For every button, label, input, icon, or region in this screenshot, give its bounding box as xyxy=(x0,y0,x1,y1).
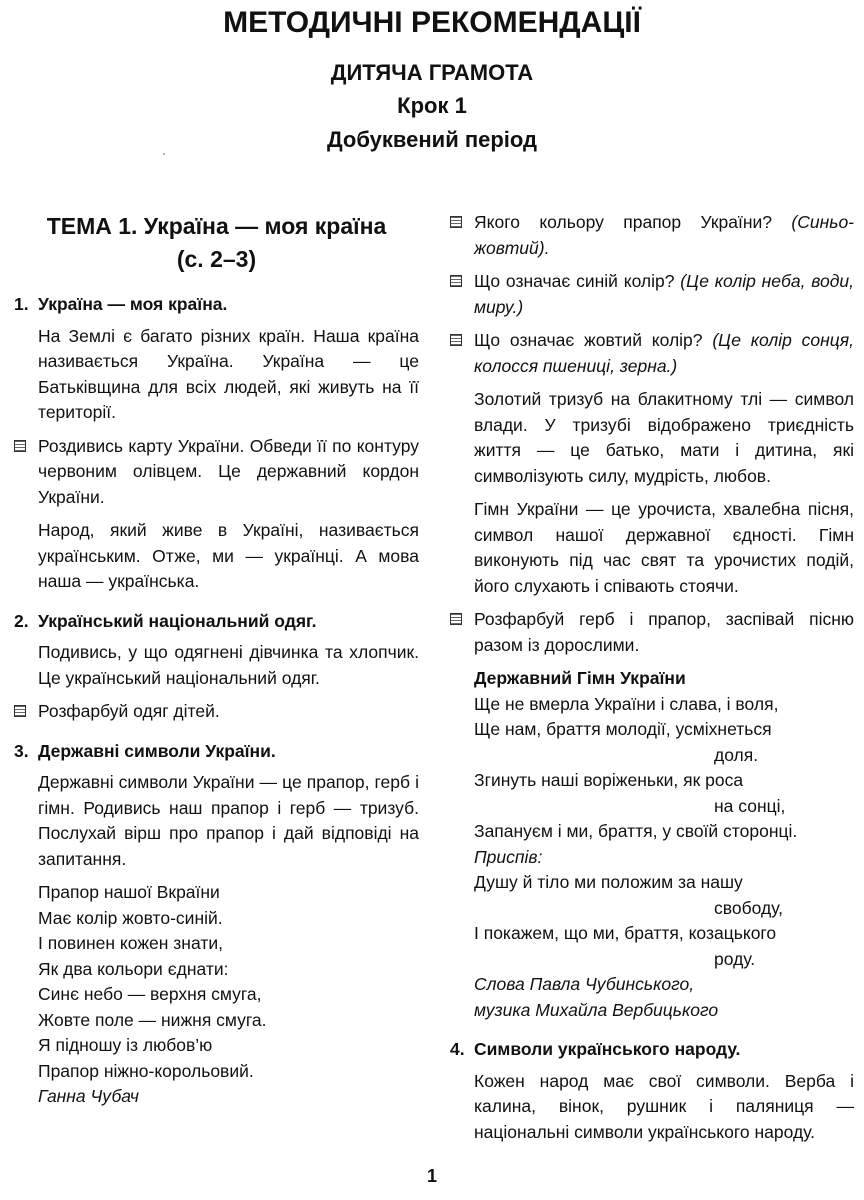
paragraph: Державні символи України — це прапор, герб і гімн. Родивись наш прапор і герб — тризуб. Послухай вірш про прапор і дай відповіді на запитання. xyxy=(38,772,419,869)
anthem-line: Ще нам, браття молодії, усміхнеться xyxy=(474,719,772,739)
anthem-lyrics xyxy=(474,692,854,1024)
section-number: 4. xyxy=(450,1039,465,1059)
paragraph: Золотий тризуб на блакитному тлі — символ влади. У тризубі відображено триєдність життя — це батько, мати і дитина, які символізують силу, мудрість, любов. xyxy=(474,389,854,486)
question: Що означає синій колір? xyxy=(474,271,675,291)
paragraph: Народ, який живе в Україні, називається українським. Отже, ми — українці. А мова наша — українська. xyxy=(38,520,419,591)
topic-pages: (с. 2–3) xyxy=(176,246,257,272)
section-number: 2. xyxy=(14,610,29,631)
task-marker-icon xyxy=(450,328,474,379)
task-item xyxy=(450,607,854,658)
question-item xyxy=(450,210,854,261)
left-column xyxy=(14,210,419,1110)
task-text: Розфарбуй герб і прапор, заспівай пісню разом із дорослими. xyxy=(474,609,854,655)
poem-line: Прапор ніжно-корольовий. xyxy=(38,1060,254,1081)
right-column xyxy=(450,210,854,1153)
section-heading-3 xyxy=(14,739,419,765)
answer: (Це колір сонця, колосся пшениці, зерна.) xyxy=(474,330,854,376)
section-number: 1. xyxy=(14,294,29,314)
poem-line: Прапор нашої Вкраїни xyxy=(38,882,220,902)
poem-line: Жовте поле — нижня смуга. xyxy=(38,1009,267,1030)
paragraph: Гімн України — це урочиста, хвалебна пісня, символ нашої державної єдності. Гімн виконують під час свят та урочистих подій, його слухають і співають стоячи. xyxy=(474,499,854,596)
poem-line: Має колір жовто-синій. xyxy=(38,907,223,928)
task-text: Роздивись карту України. Обведи її по контуру червоним олівцем. Це державний кордон України. xyxy=(38,435,419,507)
question-item xyxy=(450,328,854,379)
anthem-line: свободу, xyxy=(714,897,784,918)
poem-line: Синє небо — верхня смуга, xyxy=(38,984,262,1004)
section-heading-2 xyxy=(14,609,419,635)
question-text xyxy=(474,328,854,379)
section-title-text: Символи українського народу. xyxy=(474,1039,741,1059)
poem-author: Ганна Чубач xyxy=(38,1086,139,1106)
section-heading-1 xyxy=(14,292,419,318)
question: Що означає жовтий колір? xyxy=(474,330,703,350)
task-item xyxy=(14,699,419,725)
topic-heading xyxy=(14,210,419,276)
question: Якого кольору прапор України? xyxy=(474,212,773,232)
poem xyxy=(38,880,419,1110)
paragraph: Подивись, у що одягнені дівчинка та хлопчик. Це український національний одяг. xyxy=(38,642,419,688)
question-text xyxy=(474,210,854,261)
anthem-title: Державний Гімн України xyxy=(474,668,686,688)
section-heading-4 xyxy=(450,1037,854,1063)
paragraph: Кожен народ має свої символи. Верба і калина, вінок, рушник і паляниця — національні символи українського народу. xyxy=(474,1070,854,1142)
poem-line: І повинен кожен знати, xyxy=(38,933,223,953)
task-marker-icon xyxy=(14,434,38,511)
anthem-line: на сонці, xyxy=(714,795,786,816)
section-title-text: Український національний одяг. xyxy=(38,610,317,631)
anthem-line: Запануєм і ми, браття, у своїй сторонці. xyxy=(474,821,798,841)
question-text xyxy=(474,269,854,320)
answer: (Синьо-жовтий). xyxy=(474,212,854,258)
anthem-line: Ще не вмерла України і слава, і воля, xyxy=(474,693,779,714)
anthem-credit: музика Михайла Вербицького xyxy=(474,999,719,1020)
task-text: Розфарбуй одяг дітей. xyxy=(38,701,220,721)
anthem-line: Душу й тіло ми положим за нашу xyxy=(474,872,743,892)
step-title: Крок 1 xyxy=(397,93,467,118)
scan-speck xyxy=(163,153,165,155)
question-item xyxy=(450,269,854,320)
paragraph: На Землі є багато різних країн. Наша країна називається Україна. Україна — це Батьківщина для всіх людей, які живуть на її території. xyxy=(38,325,419,422)
section-title-text: Державні символи України. xyxy=(38,740,276,761)
anthem-credit: Слова Павла Чубинського, xyxy=(474,974,695,994)
section-title: ДИТЯЧА ГРАМОТА xyxy=(330,60,534,85)
poem-line: Я підношу із любов’ю xyxy=(38,1035,213,1055)
page-number: 1 xyxy=(426,1166,437,1186)
page-title: МЕТОДИЧНІ РЕКОМЕНДАЦІЇ xyxy=(223,6,641,39)
anthem-line: роду. xyxy=(714,948,756,969)
task-item xyxy=(14,434,419,511)
period-title: Добуквений період xyxy=(326,127,538,152)
anthem-line: І покажем, що ми, браття, козацького xyxy=(474,923,777,943)
section-title-text: Україна — моя країна. xyxy=(38,294,228,314)
section-number: 3. xyxy=(14,740,29,761)
task-marker-icon xyxy=(450,269,474,320)
task-marker-icon xyxy=(14,699,38,725)
task-marker-icon xyxy=(450,210,474,261)
answer: (Це колір неба, води, миру.) xyxy=(474,271,854,317)
poem-line: Як два кольори єднати: xyxy=(38,958,229,979)
anthem-line: доля. xyxy=(714,744,759,765)
anthem-line: Згинуть наші воріженьки, як роса xyxy=(474,770,744,790)
topic-title: ТЕМА 1. Україна — моя країна xyxy=(46,213,387,239)
chorus-label: Приспів: xyxy=(474,846,543,867)
task-marker-icon xyxy=(450,607,474,658)
